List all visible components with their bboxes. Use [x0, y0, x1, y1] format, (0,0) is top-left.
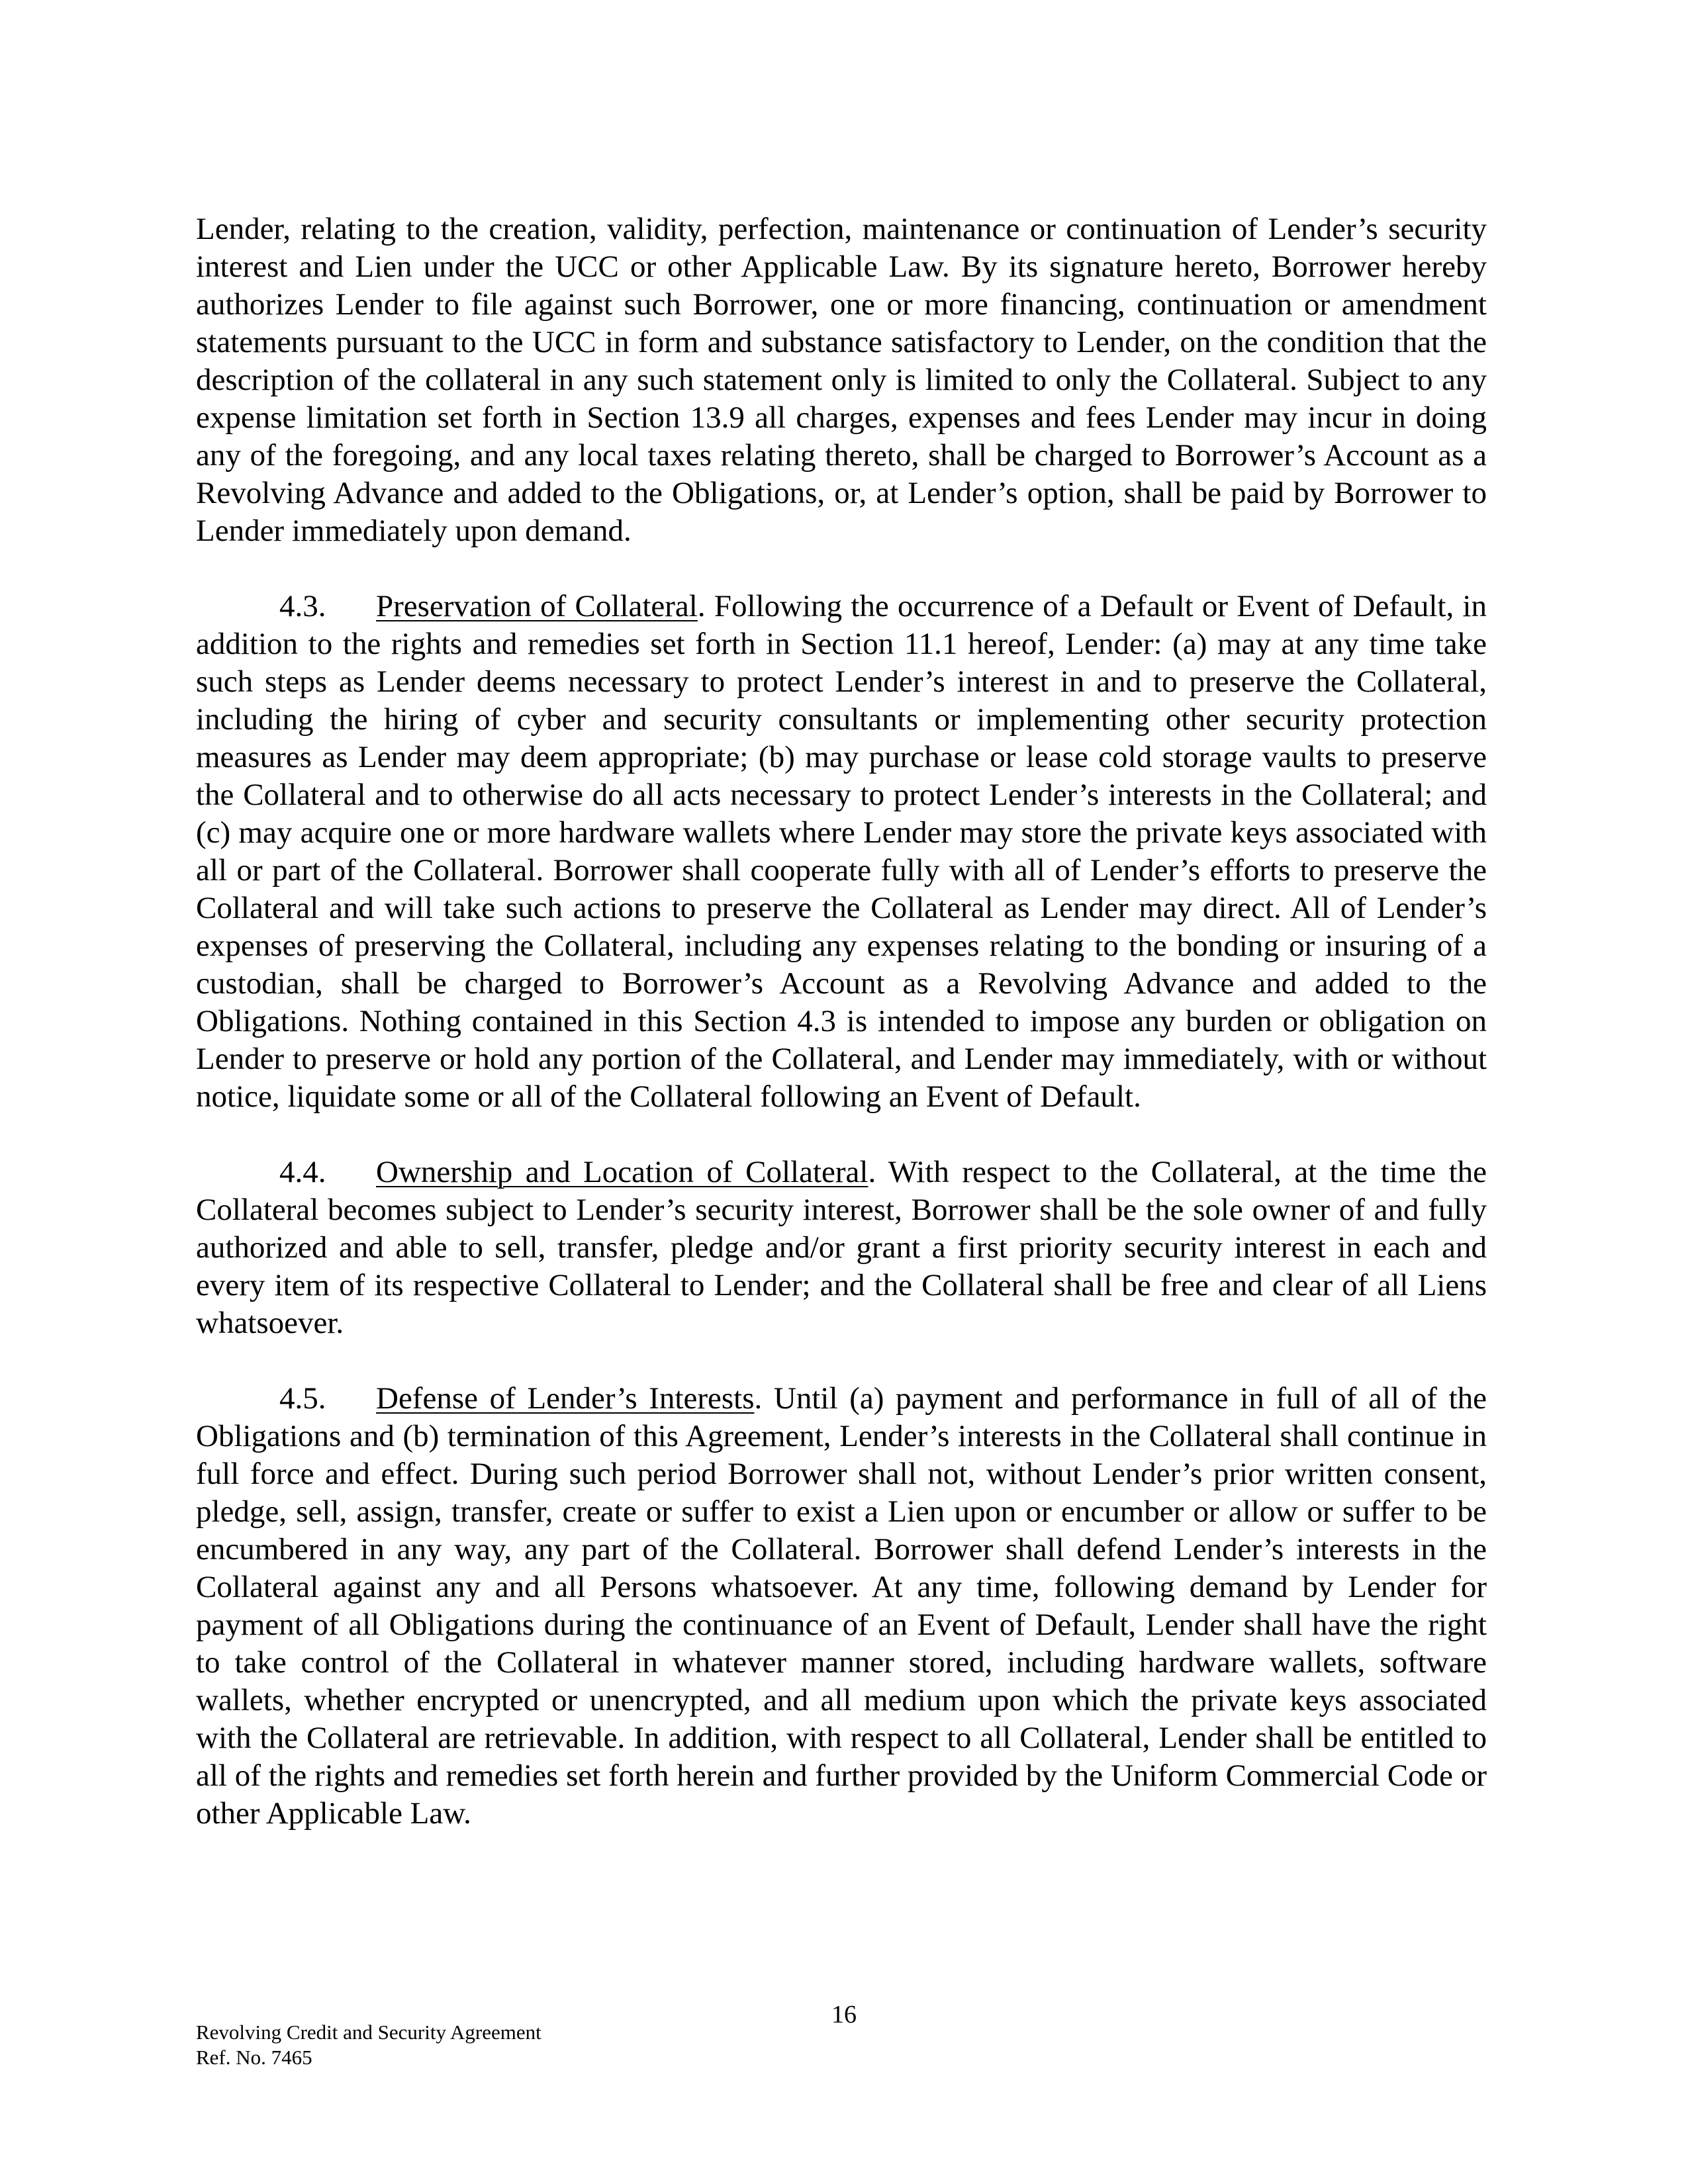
section-heading: Preservation of Collateral — [376, 589, 698, 623]
section-4-4 — [196, 1154, 1487, 1342]
document-body — [196, 210, 1487, 1833]
section-body: . With respect to the Collateral, at the time the Collateral becomes subject to Lender’s security interest, Borrower shall be the sole owner of and fully authorized and able to sell, transfer, pledge and/or grant a first priority security interest in each and every item of its respective Collateral to Lender; and the Collateral shall be free and clear of all Liens whatsoever. — [196, 1155, 1487, 1340]
section-number: 4.3. — [279, 589, 326, 623]
page-number: 16 — [831, 2001, 857, 2028]
section-4-3 — [196, 588, 1487, 1116]
section-4-5 — [196, 1380, 1487, 1833]
section-number: 4.4. — [279, 1155, 326, 1189]
section-body: . Following the occurrence of a Default or Event of Default, in addition to the rights and remedies set forth in Section 11.1 hereof, Lender: (a) may at any time take such steps as Lender deems necessary to protect Lender’s interest in and to preserve the Collateral, including the hiring of cyber and security consultants or implementing other security protection measures as Lender may deem appropriate; (b) may purchase or lease cold storage vaults to preserve the Collateral and to otherwise do all acts necessary to protect Lender’s interests in the Collateral; and (c) may acquire one or more hardware wallets where Lender may store the private keys associated with all or part of the Collateral. Borrower shall cooperate fully with all of Lender’s efforts to preserve the Collateral and will take such actions to preserve the Collateral as Lender may direct. All of Lender’s expenses of preserving the Collateral, including any expenses relating to the bonding or insuring of a custodian, shall be charged to Borrower’s Account as a Revolving Advance and added to the Obligations. Nothing contained in this Section 4.3 is intended to impose any burden or obligation on Lender to preserve or hold any portion of the Collateral, and Lender may immediately, with or without notice, liquidate some or all of the Collateral following an Event of Default. — [196, 589, 1487, 1114]
section-body: . Until (a) payment and performance in full of all of the Obligations and (b) termination of this Agreement, Lender’s interests in the Collateral shall continue in full force and effect. During such period Borrower shall not, without Lender’s prior written consent, pledge, sell, assign, transfer, create or suffer to exist a Lien upon or encumber or allow or suffer to be encumbered in any way, any part of the Collateral. Borrower shall defend Lender’s interests in the Collateral against any and all Persons whatsoever. At any time, following demand by Lender for payment of all Obligations during the continuance of an Event of Default, Lender shall have the right to take control of the Collateral in whatever manner stored, including hardware wallets, software wallets, whether encrypted or unencrypted, and all medium upon which the private keys associated with the Collateral are retrievable. In addition, with respect to all Collateral, Lender shall be entitled to all of the rights and remedies set forth herein and further provided by the Uniform Commercial Code or other Applicable Law. — [196, 1381, 1487, 1831]
section-number: 4.5. — [279, 1381, 326, 1416]
document-footer — [196, 2020, 541, 2070]
footer-title: Revolving Credit and Security Agreement — [196, 2021, 541, 2044]
section-heading: Defense of Lender’s Interests — [376, 1381, 755, 1416]
section-heading: Ownership and Location of Collateral — [376, 1155, 868, 1189]
continuation-paragraph: Lender, relating to the creation, validity, perfection, maintenance or continuation of Lender’s security interest and Lien under the UCC or other Applicable Law. By its signature hereto, Borrower hereby authorizes Lender to file against such Borrower, one or more financing, continuation or amendment statements pursuant to the UCC in form and substance satisfactory to Lender, on the condition that the description of the collateral in any such statement only is limited to only the Collateral. Subject to any expense limitation set forth in Section 13.9 all charges, expenses and fees Lender may incur in doing any of the foregoing, and any local taxes relating thereto, shall be charged to Borrower’s Account as a Revolving Advance and added to the Obligations, or, at Lender’s option, shall be paid by Borrower to Lender immediately upon demand. — [196, 212, 1487, 548]
footer-reference: Ref. No. 7465 — [196, 2046, 312, 2069]
